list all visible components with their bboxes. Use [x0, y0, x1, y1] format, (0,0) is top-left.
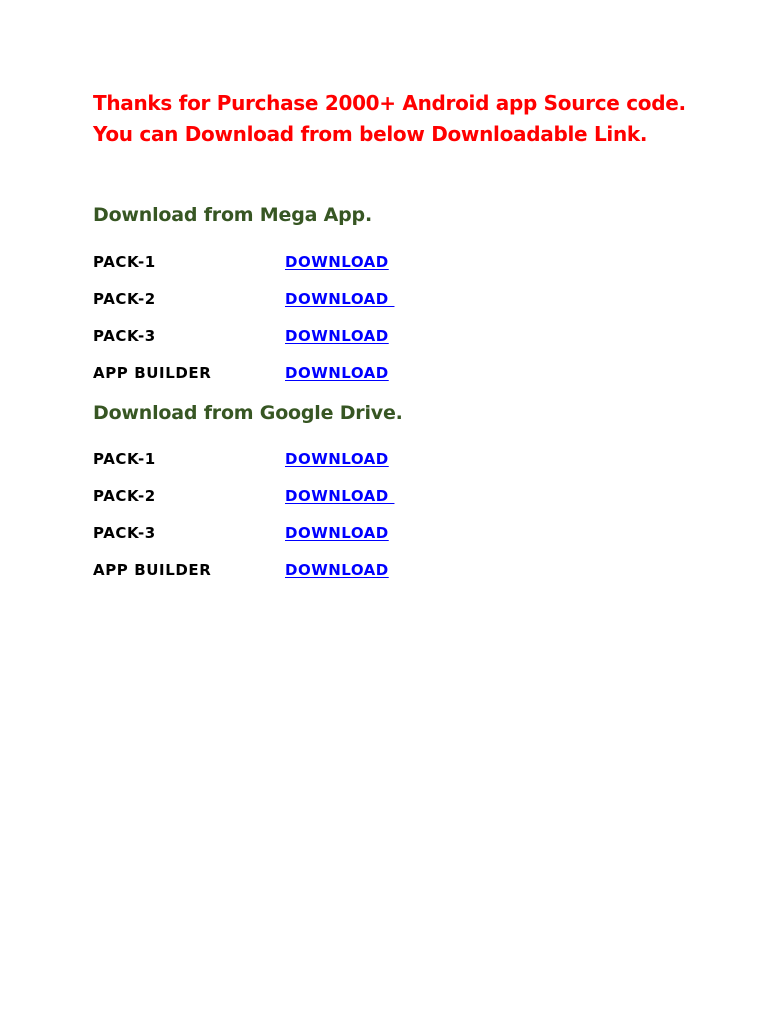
download-link-mega-pack-1[interactable]: DOWNLOAD [285, 253, 389, 271]
download-link-mega-app-builder[interactable]: DOWNLOAD [285, 364, 389, 382]
download-row-gdrive-pack-1 [93, 450, 693, 472]
download-link-gdrive-pack-1[interactable]: DOWNLOAD [285, 450, 389, 468]
download-row-gdrive-pack-2 [93, 487, 693, 509]
pack-label: PACK-3 [93, 524, 156, 542]
download-row-gdrive-pack-3 [93, 524, 693, 546]
download-link-gdrive-app-builder[interactable]: DOWNLOAD [285, 561, 389, 579]
pack-label: PACK-2 [93, 290, 156, 308]
download-row-gdrive-app-builder [93, 561, 693, 583]
download-row-mega-pack-2 [93, 290, 693, 312]
download-row-mega-pack-3 [93, 327, 693, 349]
pack-label: PACK-3 [93, 327, 156, 345]
download-link-gdrive-pack-3[interactable]: DOWNLOAD [285, 524, 389, 542]
section-heading-mega-app: Download from Mega App. [93, 204, 372, 226]
pack-label: PACK-2 [93, 487, 156, 505]
thank-you-line-2: You can Download from below Downloadable Link. [93, 122, 648, 146]
thank-you-message [93, 88, 733, 150]
pack-label: APP BUILDER [93, 561, 212, 579]
download-link-mega-pack-2[interactable]: DOWNLOAD [285, 290, 395, 308]
thank-you-line-1: Thanks for Purchase 2000+ Android app Source code. [93, 91, 686, 115]
download-row-mega-pack-1 [93, 253, 693, 275]
section-heading-google-drive: Download from Google Drive. [93, 402, 403, 424]
pack-label: PACK-1 [93, 253, 156, 271]
download-link-mega-pack-3[interactable]: DOWNLOAD [285, 327, 389, 345]
download-row-mega-app-builder [93, 364, 693, 386]
pack-label: PACK-1 [93, 450, 156, 468]
pack-label: APP BUILDER [93, 364, 212, 382]
download-link-gdrive-pack-2[interactable]: DOWNLOAD [285, 487, 395, 505]
